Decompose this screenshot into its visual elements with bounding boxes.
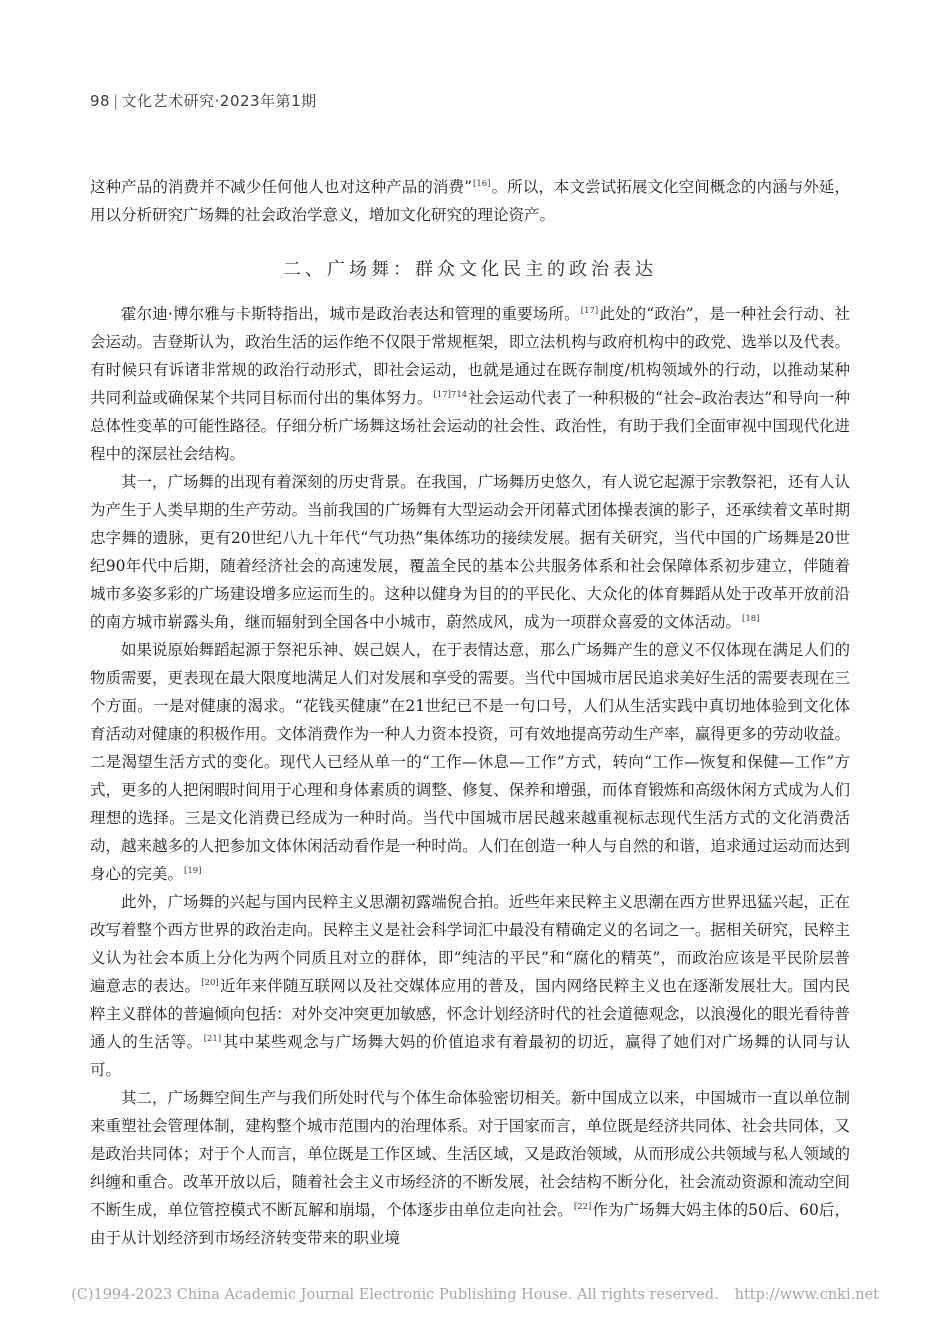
journal-title: 文化艺术研究·2023年第1期 [121,92,317,110]
text-run: 其二，广场舞空间生产与我们所处时代与个体生命体验密切相关。新中国成立以来，中国城市一直以单位制来重塑社会管理体制，建构整个城市范围内的治理体系。对于国家而言，单位既是经济共同体、社会共同体，又是政治共同体；对于个人而言，单位既是工作区域、生活区域，又是政治领域，从而形成公共领域与私人领域的纠缠和重合。改革开放以后，随着社会主义市场经济的不断发展，社会结构不断分化，社会流动资源和流动空间不断生成，单位管控模式不断瓦解和崩塌，个体逐步由单位走向社会。 [90,1089,850,1219]
citation-20: [20] [201,977,219,988]
running-header [90,90,317,111]
text-run: 社会运动代表了一种积极的“社会–政治表达”和导向一种总体性变革的可能性路径。仔细分析广场舞这场社会运动的社会性、政治性，有助于我们全面审视中国现代化进程中的深层社会结构。 [90,389,850,463]
lead-paragraph-block [90,173,850,229]
citation-22: [22] [573,1201,592,1212]
cnki-url: http://www.cnki.net [734,1287,879,1303]
copyright-notice: (C)1994-2023 China Academic Journal Electronic Publishing House. All rights reserved. [71,1287,719,1303]
text-run: 此处的“政治”，是一种社会行动、社会运动。吉登斯认为，政治生活的运作绝不仅限于常规框架，即立法机构与政府机构中的政党、选举以及代表。有时候只有诉诸非常规的政治行动形式，即社会运动，也就是通过在既存制度/机构领域外的行动，以推动某种共同利益或确保某个共同目标而付出的集体努力。 [90,305,850,407]
header-separator: | [113,92,119,110]
copyright-footer [0,1287,950,1303]
citation-17-714: [17]714 [433,389,468,400]
text-run: 这种产品的消费并不减少任何他人也对这种产品的消费” [90,178,473,196]
section-heading: 二、广场舞：群众文化民主的政治表达 [283,259,657,280]
citation-19: [19] [184,865,202,876]
text-run: 此外，广场舞的兴起与国内民粹主义思潮初露端倪合拍。近些年来民粹主义思潮在西方世界迅猛兴起，正在改写着整个西方世界的政治走向。民粹主义是社会科学词汇中最没有精确定义的名词之一。据相关研究，民粹主义认为社会本质上分化为两个同质且对立的群体，即“纯洁的平民”和“腐化的精英”，而政治应该是平民阶层普遍意志的表达。 [90,893,850,995]
citation-18: [18] [742,613,760,624]
citation-21: [21] [203,1033,222,1044]
paragraph-4 [90,636,850,888]
paragraph-3 [90,468,850,636]
text-run: 其中某些观念与广场舞大妈的价值追求有着最初的切近，赢得了她们对广场舞的认同与认可。 [90,1033,850,1079]
paragraph-5 [90,888,850,1084]
paragraph-1 [90,173,850,229]
main-body [90,300,850,1252]
text-run: 其一，广场舞的出现有着深刻的历史背景。在我国，广场舞历史悠久，有人说它起源于宗教祭祀，还有人认为产生于人类早期的生产劳动。当前我国的广场舞有大型运动会开闭幕式团体操表演的影子，还承续着文革时期忠字舞的遗脉，更有20世纪八九十年代“气功热”集体练功的接续发展。据有关研究，当代中国的广场舞是20世纪90年代中后期，随着经济社会的高速发展，覆盖全民的基本公共服务体系和社会保障体系初步建立，伴随着城市多姿多彩的广场建设增多应运而生的。这种以健身为目的的平民化、大众化的体育舞蹈从处于改革开放前沿的南方城市崭露头角，继而辐射到全国各中小城市，蔚然成风，成为一项群众喜爱的文体活动。 [90,473,850,631]
paragraph-2 [90,300,850,468]
citation-16: [16] [473,178,491,189]
text-run: 作为广场舞大妈主体的50后、60后，由于从计划经济到市场经济转变带来的职业境 [90,1201,850,1247]
text-run: 如果说原始舞蹈起源于祭祀乐神、娱己娱人，在于表情达意，那么广场舞产生的意义不仅体现在满足人们的物质需要，更表现在最大限度地满足人们对发展和享受的需要。当代中国城市居民追求美好生活的需要表现在三个方面。一是对健康的渴求。“花钱买健康”在21世纪已不是一句口号，人们从生活实践中真切地体验到文化体育活动对健康的积极作用。文体消费作为一种人力资本投资，可有效地提高劳动生产率，赢得更多的劳动收益。二是渴望生活方式的变化。现代人已经从单一的“工作—休息—工作”方式，转向“工作—恢复和保健—工作”方式，更多的人把闲暇时间用于心理和身体素质的调整、修复、保养和增强，而体育锻炼和高级休闲方式成为人们理想的选择。三是文化消费已经成为一种时尚。当代中国城市居民越来越重视标志现代生活方式的文化消费活动，越来越多的人把参加文体休闲活动看作是一种时尚。人们在创造一种人与自然的和谐，追求通过运动而达到身心的完美。 [90,641,850,883]
paragraph-6 [90,1084,850,1252]
text-run: 近年来伴随互联网以及社交媒体应用的普及，国内网络民粹主义也在逐渐发展壮大。国内民粹主义群体的普遍倾向包括：对外交冲突更加敏感，怀念计划经济时代的社会道德观念，以浪漫化的眼光看待普通人的生活等。 [90,977,850,1051]
page-number: 98 [90,92,111,110]
text-run: 。所以，本文尝试拓展文化空间概念的内涵与外延，用以分析研究广场舞的社会政治学意义，增加文化研究的理论资产。 [90,178,850,224]
citation-17: [17] [580,305,599,316]
text-run: 霍尔迪·博尔雅与卡斯特指出，城市是政治表达和管理的重要场所。 [121,305,580,323]
